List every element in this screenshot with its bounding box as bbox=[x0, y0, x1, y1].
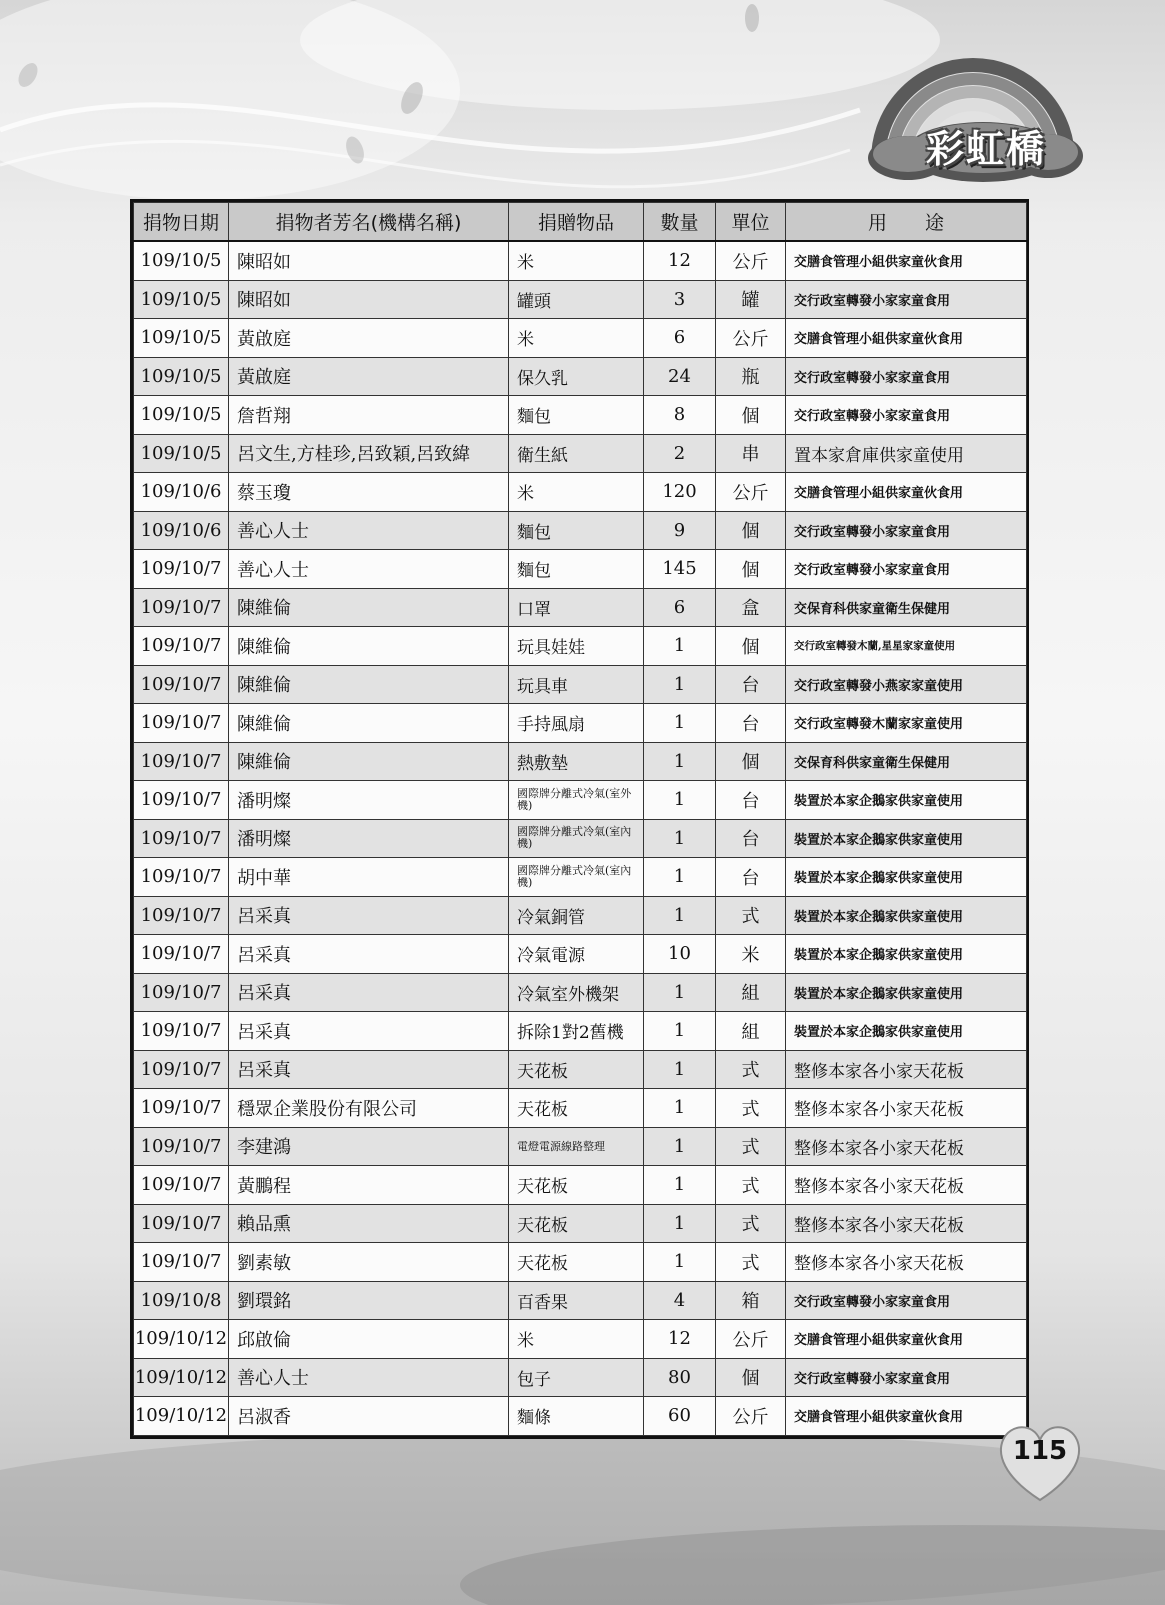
cell-purpose: 裝置於本家企鵝家供家童使用 bbox=[786, 1012, 1027, 1051]
cell-date: 109/10/7 bbox=[134, 896, 229, 935]
cell-item: 國際牌分離式冷氣(室內機) bbox=[509, 858, 644, 897]
cell-unit: 個 bbox=[716, 550, 786, 589]
cell-unit: 個 bbox=[716, 627, 786, 666]
cell-item: 國際牌分離式冷氣(室內機) bbox=[509, 819, 644, 858]
cell-quantity: 1 bbox=[644, 665, 716, 704]
cell-quantity: 1 bbox=[644, 896, 716, 935]
table-row bbox=[134, 973, 1027, 1012]
cell-purpose: 裝置於本家企鵝家供家童使用 bbox=[786, 858, 1027, 897]
cell-donor: 潘明燦 bbox=[229, 781, 509, 820]
table-header-row bbox=[134, 203, 1027, 242]
table-row bbox=[134, 1166, 1027, 1205]
cell-unit: 箱 bbox=[716, 1281, 786, 1320]
cell-quantity: 1 bbox=[644, 819, 716, 858]
col-header-date: 捐物日期 bbox=[134, 203, 229, 242]
table-row bbox=[134, 319, 1027, 358]
cell-item: 米 bbox=[509, 241, 644, 280]
cell-date: 109/10/7 bbox=[134, 742, 229, 781]
col-header-donor: 捐物者芳名(機構名稱) bbox=[229, 203, 509, 242]
cell-purpose: 交行政室轉發小家家童食用 bbox=[786, 396, 1027, 435]
table-row bbox=[134, 1320, 1027, 1359]
cell-date: 109/10/5 bbox=[134, 241, 229, 280]
cell-purpose: 交行政室轉發小家家童食用 bbox=[786, 550, 1027, 589]
cell-donor: 黃鵬程 bbox=[229, 1166, 509, 1205]
cell-item: 米 bbox=[509, 473, 644, 512]
cell-item: 天花板 bbox=[509, 1243, 644, 1282]
cell-purpose: 交膳食管理小組供家童伙食用 bbox=[786, 241, 1027, 280]
cell-unit: 台 bbox=[716, 858, 786, 897]
cell-donor: 呂采真 bbox=[229, 973, 509, 1012]
cell-purpose: 交行政室轉發小家家童食用 bbox=[786, 280, 1027, 319]
cell-donor: 陳維倫 bbox=[229, 588, 509, 627]
table-row bbox=[134, 896, 1027, 935]
cell-date: 109/10/7 bbox=[134, 665, 229, 704]
cell-purpose: 交行政室轉發木蘭家家童使用 bbox=[786, 704, 1027, 743]
cell-quantity: 2 bbox=[644, 434, 716, 473]
page-number: 115 bbox=[1012, 1436, 1068, 1466]
table-row bbox=[134, 1358, 1027, 1397]
cell-donor: 黃啟庭 bbox=[229, 357, 509, 396]
cell-date: 109/10/7 bbox=[134, 781, 229, 820]
cell-donor: 李建鴻 bbox=[229, 1127, 509, 1166]
table-row bbox=[134, 858, 1027, 897]
table-row bbox=[134, 1012, 1027, 1051]
cell-date: 109/10/6 bbox=[134, 473, 229, 512]
cell-quantity: 60 bbox=[644, 1397, 716, 1436]
table-row bbox=[134, 819, 1027, 858]
cell-donor: 善心人士 bbox=[229, 511, 509, 550]
cell-quantity: 1 bbox=[644, 1012, 716, 1051]
col-header-item: 捐贈物品 bbox=[509, 203, 644, 242]
cell-unit: 式 bbox=[716, 1166, 786, 1205]
cell-date: 109/10/7 bbox=[134, 550, 229, 589]
cell-quantity: 1 bbox=[644, 1204, 716, 1243]
cell-purpose: 交行政室轉發小燕家家童使用 bbox=[786, 665, 1027, 704]
cell-item: 米 bbox=[509, 1320, 644, 1359]
col-header-purpose: 用 途 bbox=[786, 203, 1027, 242]
cell-date: 109/10/5 bbox=[134, 396, 229, 435]
cell-donor: 潘明燦 bbox=[229, 819, 509, 858]
cell-date: 109/10/6 bbox=[134, 511, 229, 550]
donation-table bbox=[133, 202, 1027, 1436]
cell-date: 109/10/7 bbox=[134, 627, 229, 666]
cell-purpose: 交膳食管理小組供家童伙食用 bbox=[786, 319, 1027, 358]
cell-purpose: 交行政室轉發小家家童食用 bbox=[786, 357, 1027, 396]
cell-unit: 個 bbox=[716, 511, 786, 550]
cell-unit: 個 bbox=[716, 742, 786, 781]
cell-item: 天花板 bbox=[509, 1166, 644, 1205]
cell-donor: 蔡玉瓊 bbox=[229, 473, 509, 512]
cell-date: 109/10/7 bbox=[134, 588, 229, 627]
table-row bbox=[134, 1397, 1027, 1436]
cell-item: 包子 bbox=[509, 1358, 644, 1397]
cell-quantity: 1 bbox=[644, 704, 716, 743]
cell-quantity: 80 bbox=[644, 1358, 716, 1397]
table-row bbox=[134, 1204, 1027, 1243]
cell-item: 罐頭 bbox=[509, 280, 644, 319]
cell-item: 冷氣銅管 bbox=[509, 896, 644, 935]
cell-donor: 陳昭如 bbox=[229, 280, 509, 319]
cell-purpose: 裝置於本家企鵝家供家童使用 bbox=[786, 935, 1027, 974]
cell-item: 口罩 bbox=[509, 588, 644, 627]
cell-purpose: 交行政室轉發小家家童食用 bbox=[786, 511, 1027, 550]
cell-unit: 罐 bbox=[716, 280, 786, 319]
cell-item: 手持風扇 bbox=[509, 704, 644, 743]
cell-purpose: 置本家倉庫供家童使用 bbox=[786, 434, 1027, 473]
cell-quantity: 1 bbox=[644, 627, 716, 666]
cell-donor: 詹哲翔 bbox=[229, 396, 509, 435]
cell-date: 109/10/5 bbox=[134, 280, 229, 319]
cell-unit: 瓶 bbox=[716, 357, 786, 396]
table-row bbox=[134, 665, 1027, 704]
cell-item: 麵包 bbox=[509, 396, 644, 435]
cell-unit: 式 bbox=[716, 896, 786, 935]
table-row bbox=[134, 588, 1027, 627]
cell-unit: 個 bbox=[716, 396, 786, 435]
cell-purpose: 整修本家各小家天花板 bbox=[786, 1204, 1027, 1243]
cell-unit: 公斤 bbox=[716, 319, 786, 358]
cell-donor: 呂文生,方桂珍,呂致穎,呂致緯 bbox=[229, 434, 509, 473]
cell-quantity: 8 bbox=[644, 396, 716, 435]
cell-purpose: 交保育科供家童衛生保健用 bbox=[786, 742, 1027, 781]
cell-date: 109/10/7 bbox=[134, 1050, 229, 1089]
table-row bbox=[134, 241, 1027, 280]
col-header-quantity: 數量 bbox=[644, 203, 716, 242]
rainbow-bridge-logo bbox=[858, 40, 1088, 210]
table-row bbox=[134, 280, 1027, 319]
cell-purpose: 交膳食管理小組供家童伙食用 bbox=[786, 1397, 1027, 1436]
cell-purpose: 交行政室轉發木蘭,星星家家童使用 bbox=[786, 627, 1027, 666]
cell-unit: 米 bbox=[716, 935, 786, 974]
cell-date: 109/10/7 bbox=[134, 935, 229, 974]
cell-donor: 賴品熏 bbox=[229, 1204, 509, 1243]
cell-unit: 個 bbox=[716, 1358, 786, 1397]
cell-donor: 陳維倫 bbox=[229, 665, 509, 704]
cell-date: 109/10/12 bbox=[134, 1397, 229, 1436]
cell-quantity: 1 bbox=[644, 1127, 716, 1166]
cell-item: 天花板 bbox=[509, 1050, 644, 1089]
cell-donor: 劉素敏 bbox=[229, 1243, 509, 1282]
cell-purpose: 交保育科供家童衛生保健用 bbox=[786, 588, 1027, 627]
cell-quantity: 1 bbox=[644, 742, 716, 781]
cell-date: 109/10/5 bbox=[134, 319, 229, 358]
cell-donor: 穩眾企業股份有限公司 bbox=[229, 1089, 509, 1128]
cell-item: 玩具車 bbox=[509, 665, 644, 704]
cell-unit: 式 bbox=[716, 1050, 786, 1089]
cell-purpose: 裝置於本家企鵝家供家童使用 bbox=[786, 819, 1027, 858]
cell-donor: 呂采真 bbox=[229, 1012, 509, 1051]
cell-date: 109/10/12 bbox=[134, 1358, 229, 1397]
cell-date: 109/10/12 bbox=[134, 1320, 229, 1359]
cell-quantity: 12 bbox=[644, 241, 716, 280]
cell-date: 109/10/7 bbox=[134, 1243, 229, 1282]
cell-unit: 盒 bbox=[716, 588, 786, 627]
cell-unit: 組 bbox=[716, 1012, 786, 1051]
table-row bbox=[134, 935, 1027, 974]
cell-quantity: 24 bbox=[644, 357, 716, 396]
cell-date: 109/10/7 bbox=[134, 1127, 229, 1166]
cell-item: 衛生紙 bbox=[509, 434, 644, 473]
cell-quantity: 1 bbox=[644, 973, 716, 1012]
table-row bbox=[134, 704, 1027, 743]
cell-quantity: 4 bbox=[644, 1281, 716, 1320]
cell-unit: 式 bbox=[716, 1204, 786, 1243]
table-body bbox=[134, 241, 1027, 1435]
cell-purpose: 整修本家各小家天花板 bbox=[786, 1089, 1027, 1128]
cell-donor: 呂采真 bbox=[229, 1050, 509, 1089]
cell-donor: 呂采真 bbox=[229, 935, 509, 974]
cell-quantity: 1 bbox=[644, 858, 716, 897]
cell-quantity: 12 bbox=[644, 1320, 716, 1359]
cell-donor: 陳維倫 bbox=[229, 627, 509, 666]
logo-title: 彩虹橋 bbox=[925, 127, 1046, 171]
table-row bbox=[134, 1089, 1027, 1128]
col-header-unit: 單位 bbox=[716, 203, 786, 242]
cell-item: 電燈電源線路整理 bbox=[509, 1127, 644, 1166]
table-row bbox=[134, 781, 1027, 820]
cell-unit: 公斤 bbox=[716, 1320, 786, 1359]
cell-donor: 胡中華 bbox=[229, 858, 509, 897]
cell-donor: 陳維倫 bbox=[229, 704, 509, 743]
cell-date: 109/10/8 bbox=[134, 1281, 229, 1320]
page-number-badge bbox=[995, 1420, 1085, 1504]
cell-date: 109/10/7 bbox=[134, 858, 229, 897]
table-row bbox=[134, 473, 1027, 512]
cell-purpose: 裝置於本家企鵝家供家童使用 bbox=[786, 973, 1027, 1012]
cell-unit: 串 bbox=[716, 434, 786, 473]
cell-purpose: 裝置於本家企鵝家供家童使用 bbox=[786, 781, 1027, 820]
cell-date: 109/10/5 bbox=[134, 357, 229, 396]
cell-unit: 組 bbox=[716, 973, 786, 1012]
cell-item: 天花板 bbox=[509, 1204, 644, 1243]
cell-quantity: 3 bbox=[644, 280, 716, 319]
cell-unit: 台 bbox=[716, 781, 786, 820]
cell-purpose: 整修本家各小家天花板 bbox=[786, 1243, 1027, 1282]
cell-purpose: 交膳食管理小組供家童伙食用 bbox=[786, 1320, 1027, 1359]
table-row bbox=[134, 550, 1027, 589]
cell-date: 109/10/7 bbox=[134, 1089, 229, 1128]
table-row bbox=[134, 1050, 1027, 1089]
cell-item: 保久乳 bbox=[509, 357, 644, 396]
table-row bbox=[134, 627, 1027, 666]
cell-quantity: 10 bbox=[644, 935, 716, 974]
cell-quantity: 1 bbox=[644, 781, 716, 820]
table-row bbox=[134, 357, 1027, 396]
cell-unit: 台 bbox=[716, 819, 786, 858]
cell-unit: 式 bbox=[716, 1243, 786, 1282]
cell-purpose: 整修本家各小家天花板 bbox=[786, 1127, 1027, 1166]
cell-quantity: 1 bbox=[644, 1243, 716, 1282]
cell-unit: 公斤 bbox=[716, 241, 786, 280]
cell-quantity: 6 bbox=[644, 588, 716, 627]
table-row bbox=[134, 1281, 1027, 1320]
cell-quantity: 1 bbox=[644, 1166, 716, 1205]
cell-purpose: 交行政室轉發小家家童食用 bbox=[786, 1358, 1027, 1397]
cell-date: 109/10/5 bbox=[134, 434, 229, 473]
table-row bbox=[134, 1127, 1027, 1166]
cell-quantity: 6 bbox=[644, 319, 716, 358]
cell-unit: 公斤 bbox=[716, 1397, 786, 1436]
cell-date: 109/10/7 bbox=[134, 1166, 229, 1205]
cell-item: 冷氣室外機架 bbox=[509, 973, 644, 1012]
cell-donor: 邱啟倫 bbox=[229, 1320, 509, 1359]
cell-purpose: 交行政室轉發小家家童食用 bbox=[786, 1281, 1027, 1320]
cell-date: 109/10/7 bbox=[134, 973, 229, 1012]
cell-quantity: 145 bbox=[644, 550, 716, 589]
cell-item: 玩具娃娃 bbox=[509, 627, 644, 666]
cell-donor: 黃啟庭 bbox=[229, 319, 509, 358]
cell-quantity: 120 bbox=[644, 473, 716, 512]
table-row bbox=[134, 1243, 1027, 1282]
cell-donor: 善心人士 bbox=[229, 550, 509, 589]
cell-purpose: 裝置於本家企鵝家供家童使用 bbox=[786, 896, 1027, 935]
cell-unit: 台 bbox=[716, 704, 786, 743]
cell-unit: 式 bbox=[716, 1089, 786, 1128]
cell-unit: 公斤 bbox=[716, 473, 786, 512]
cell-donor: 劉環銘 bbox=[229, 1281, 509, 1320]
cell-quantity: 9 bbox=[644, 511, 716, 550]
cell-item: 麵包 bbox=[509, 511, 644, 550]
cell-donor: 呂采真 bbox=[229, 896, 509, 935]
cell-date: 109/10/7 bbox=[134, 1204, 229, 1243]
cell-purpose: 整修本家各小家天花板 bbox=[786, 1050, 1027, 1089]
cell-donor: 呂淑香 bbox=[229, 1397, 509, 1436]
table-row bbox=[134, 434, 1027, 473]
cell-item: 麵條 bbox=[509, 1397, 644, 1436]
cell-quantity: 1 bbox=[644, 1050, 716, 1089]
table-row bbox=[134, 742, 1027, 781]
cell-donor: 陳昭如 bbox=[229, 241, 509, 280]
cell-unit: 式 bbox=[716, 1127, 786, 1166]
cell-item: 冷氣電源 bbox=[509, 935, 644, 974]
cell-date: 109/10/7 bbox=[134, 819, 229, 858]
cell-donor: 陳維倫 bbox=[229, 742, 509, 781]
cell-unit: 台 bbox=[716, 665, 786, 704]
table-row bbox=[134, 511, 1027, 550]
cell-donor: 善心人士 bbox=[229, 1358, 509, 1397]
cell-item: 米 bbox=[509, 319, 644, 358]
cell-item: 麵包 bbox=[509, 550, 644, 589]
cell-quantity: 1 bbox=[644, 1089, 716, 1128]
cell-date: 109/10/7 bbox=[134, 1012, 229, 1051]
cell-item: 天花板 bbox=[509, 1089, 644, 1128]
cell-purpose: 交膳食管理小組供家童伙食用 bbox=[786, 473, 1027, 512]
cell-item: 拆除1對2舊機 bbox=[509, 1012, 644, 1051]
cell-date: 109/10/7 bbox=[134, 704, 229, 743]
cell-item: 百香果 bbox=[509, 1281, 644, 1320]
cell-purpose: 整修本家各小家天花板 bbox=[786, 1166, 1027, 1205]
cell-item: 熱敷墊 bbox=[509, 742, 644, 781]
table-row bbox=[134, 396, 1027, 435]
donation-table-container bbox=[130, 199, 1029, 1439]
cell-item: 國際牌分離式冷氣(室外機) bbox=[509, 781, 644, 820]
